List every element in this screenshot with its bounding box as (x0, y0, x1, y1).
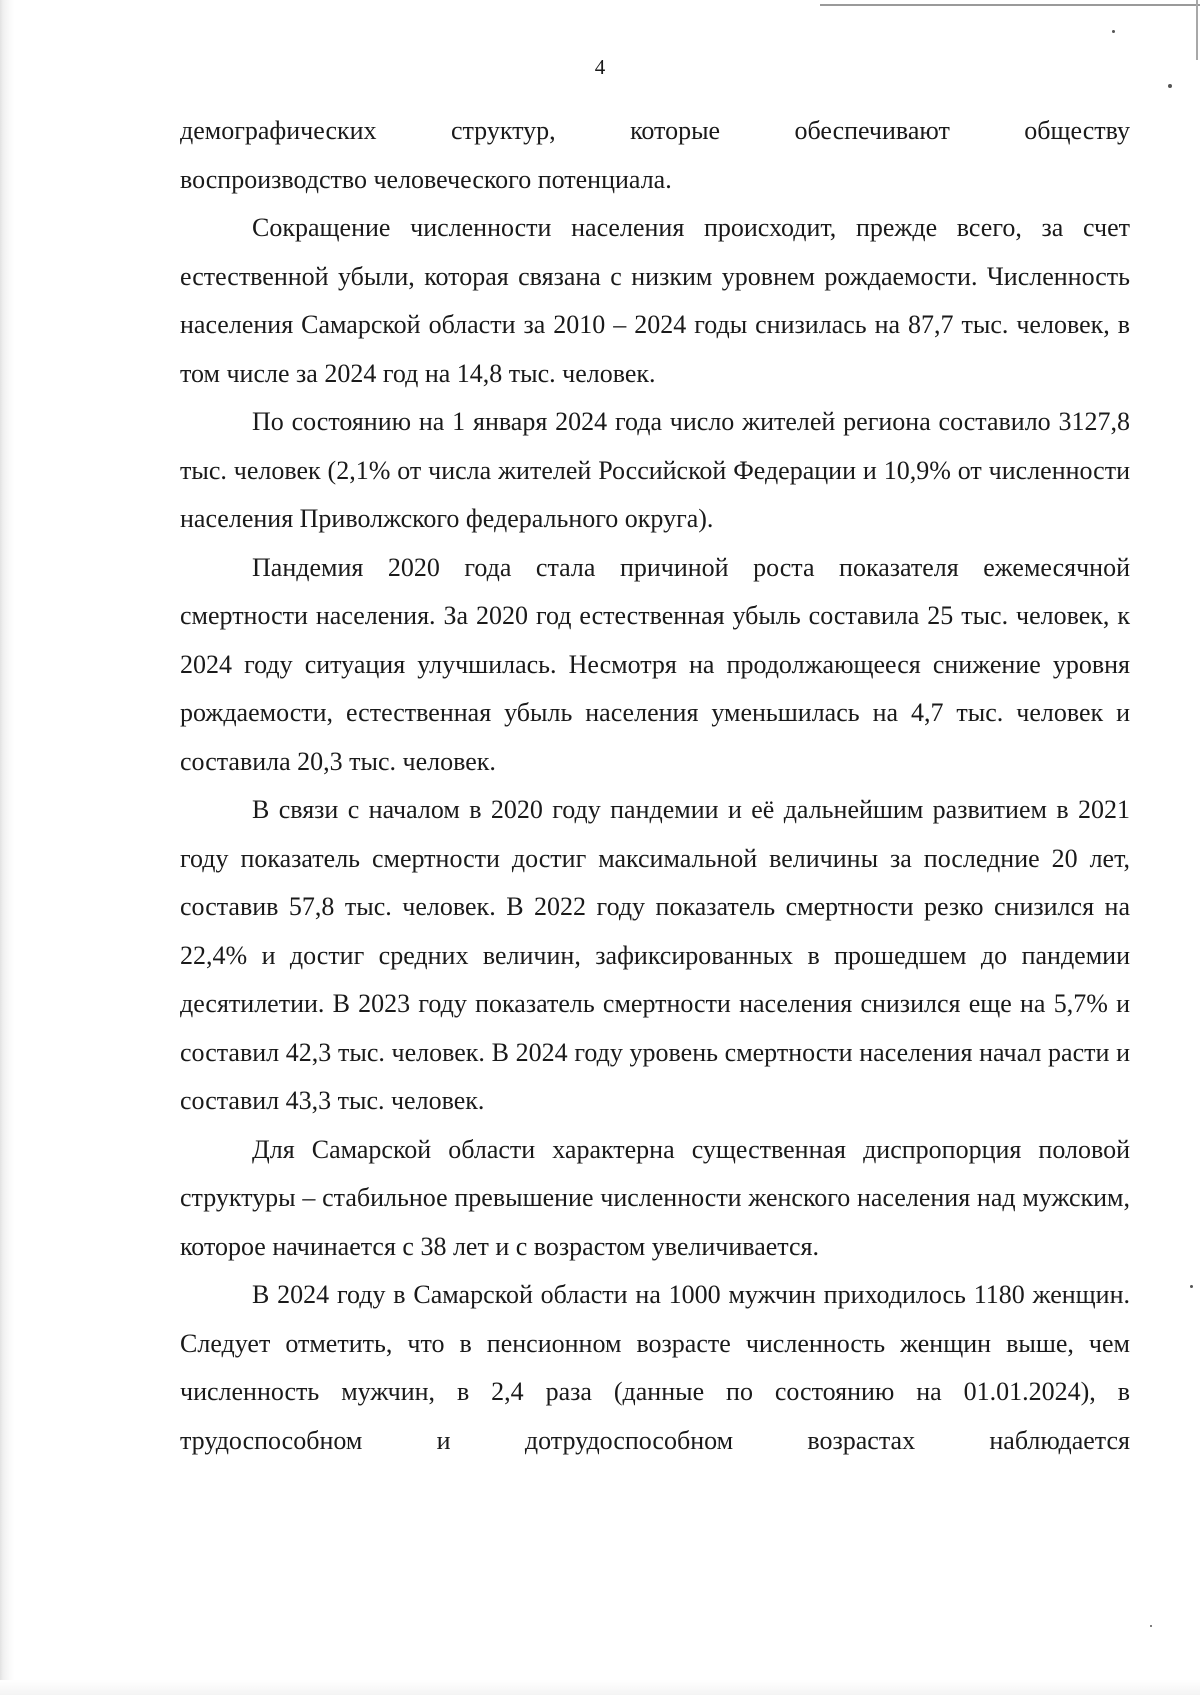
scan-artifact-line (820, 4, 1200, 6)
paragraph: По состоянию на 1 января 2024 года число жителей региона составило 3127,8 тыс. человек (2,1% от числа жителей Российской Федерации и 10,9% от численности населения Приволжского федерального округа). (180, 407, 1130, 533)
paragraph: В 2024 году в Самарской области на 1000 мужчин приходилось 1180 женщин. Следует отметить, что в пенсионном возрасте численность женщин выше, чем численность мужчин, в 2,4 раза (данные по состоянию на 01.01.2024), в трудоспособном и дотрудоспособном возрастах наблюдается (180, 1280, 1130, 1455)
page-number: 4 (594, 55, 606, 79)
paragraph-line: демографических структур, которые обеспечивают обществу (180, 116, 1130, 145)
paragraph: Пандемия 2020 года стала причиной роста показателя ежемесячной смертности населения. За 2020 год естественная убыль составила 25 тыс. человек, к 2024 году ситуация улучшилась. Несмотря на продолжающееся снижение уровня рождаемости, естественная убыль населения уменьшилась на 4,7 тыс. человек и составила 20,3 тыс. человек. (180, 552, 1130, 776)
paragraph: В связи с началом в 2020 году пандемии и её дальнейшим развитием в 2021 году показатель смертности достиг максимальной величины за последние 20 лет, составив 57,8 тыс. человек. В 2022 году показатель смертности резко снизился на 22,4% и достиг средних величин, зафиксированных в прошедшем до пандемии десятилетии. В 2023 году показатель смертности населения снизился еще на 5,7% и составил 42,3 тыс. человек. В 2024 году уровень смертности населения начал расти и составил 43,3 тыс. человек. (180, 795, 1130, 1115)
paragraph-line: воспроизводство человеческого потенциала. (180, 164, 672, 194)
scan-edge (0, 1680, 1200, 1695)
paragraph-continuation (180, 107, 1130, 204)
scan-speck (1190, 1285, 1193, 1288)
paragraph: Для Самарской области характерна существенная диспропорция половой структуры – стабильное превышение численности женского населения над мужским, которое начинается с 38 лет и с возрастом увеличивается. (180, 1134, 1130, 1261)
scan-edge (0, 0, 14, 1695)
scan-speck (1112, 30, 1115, 33)
scan-artifact-line (1196, 0, 1198, 60)
body-text (180, 107, 1130, 1465)
scan-speck (1150, 1625, 1152, 1627)
paragraph: Сокращение численности населения происходит, прежде всего, за счет естественной убыли, которая связана с низким уровнем рождаемости. Численность населения Самарской области за 2010 – 2024 годы снизилась на 87,7 тыс. человек, в том числе за 2024 год на 14,8 тыс. человек. (180, 213, 1130, 388)
scan-speck (1168, 84, 1172, 88)
